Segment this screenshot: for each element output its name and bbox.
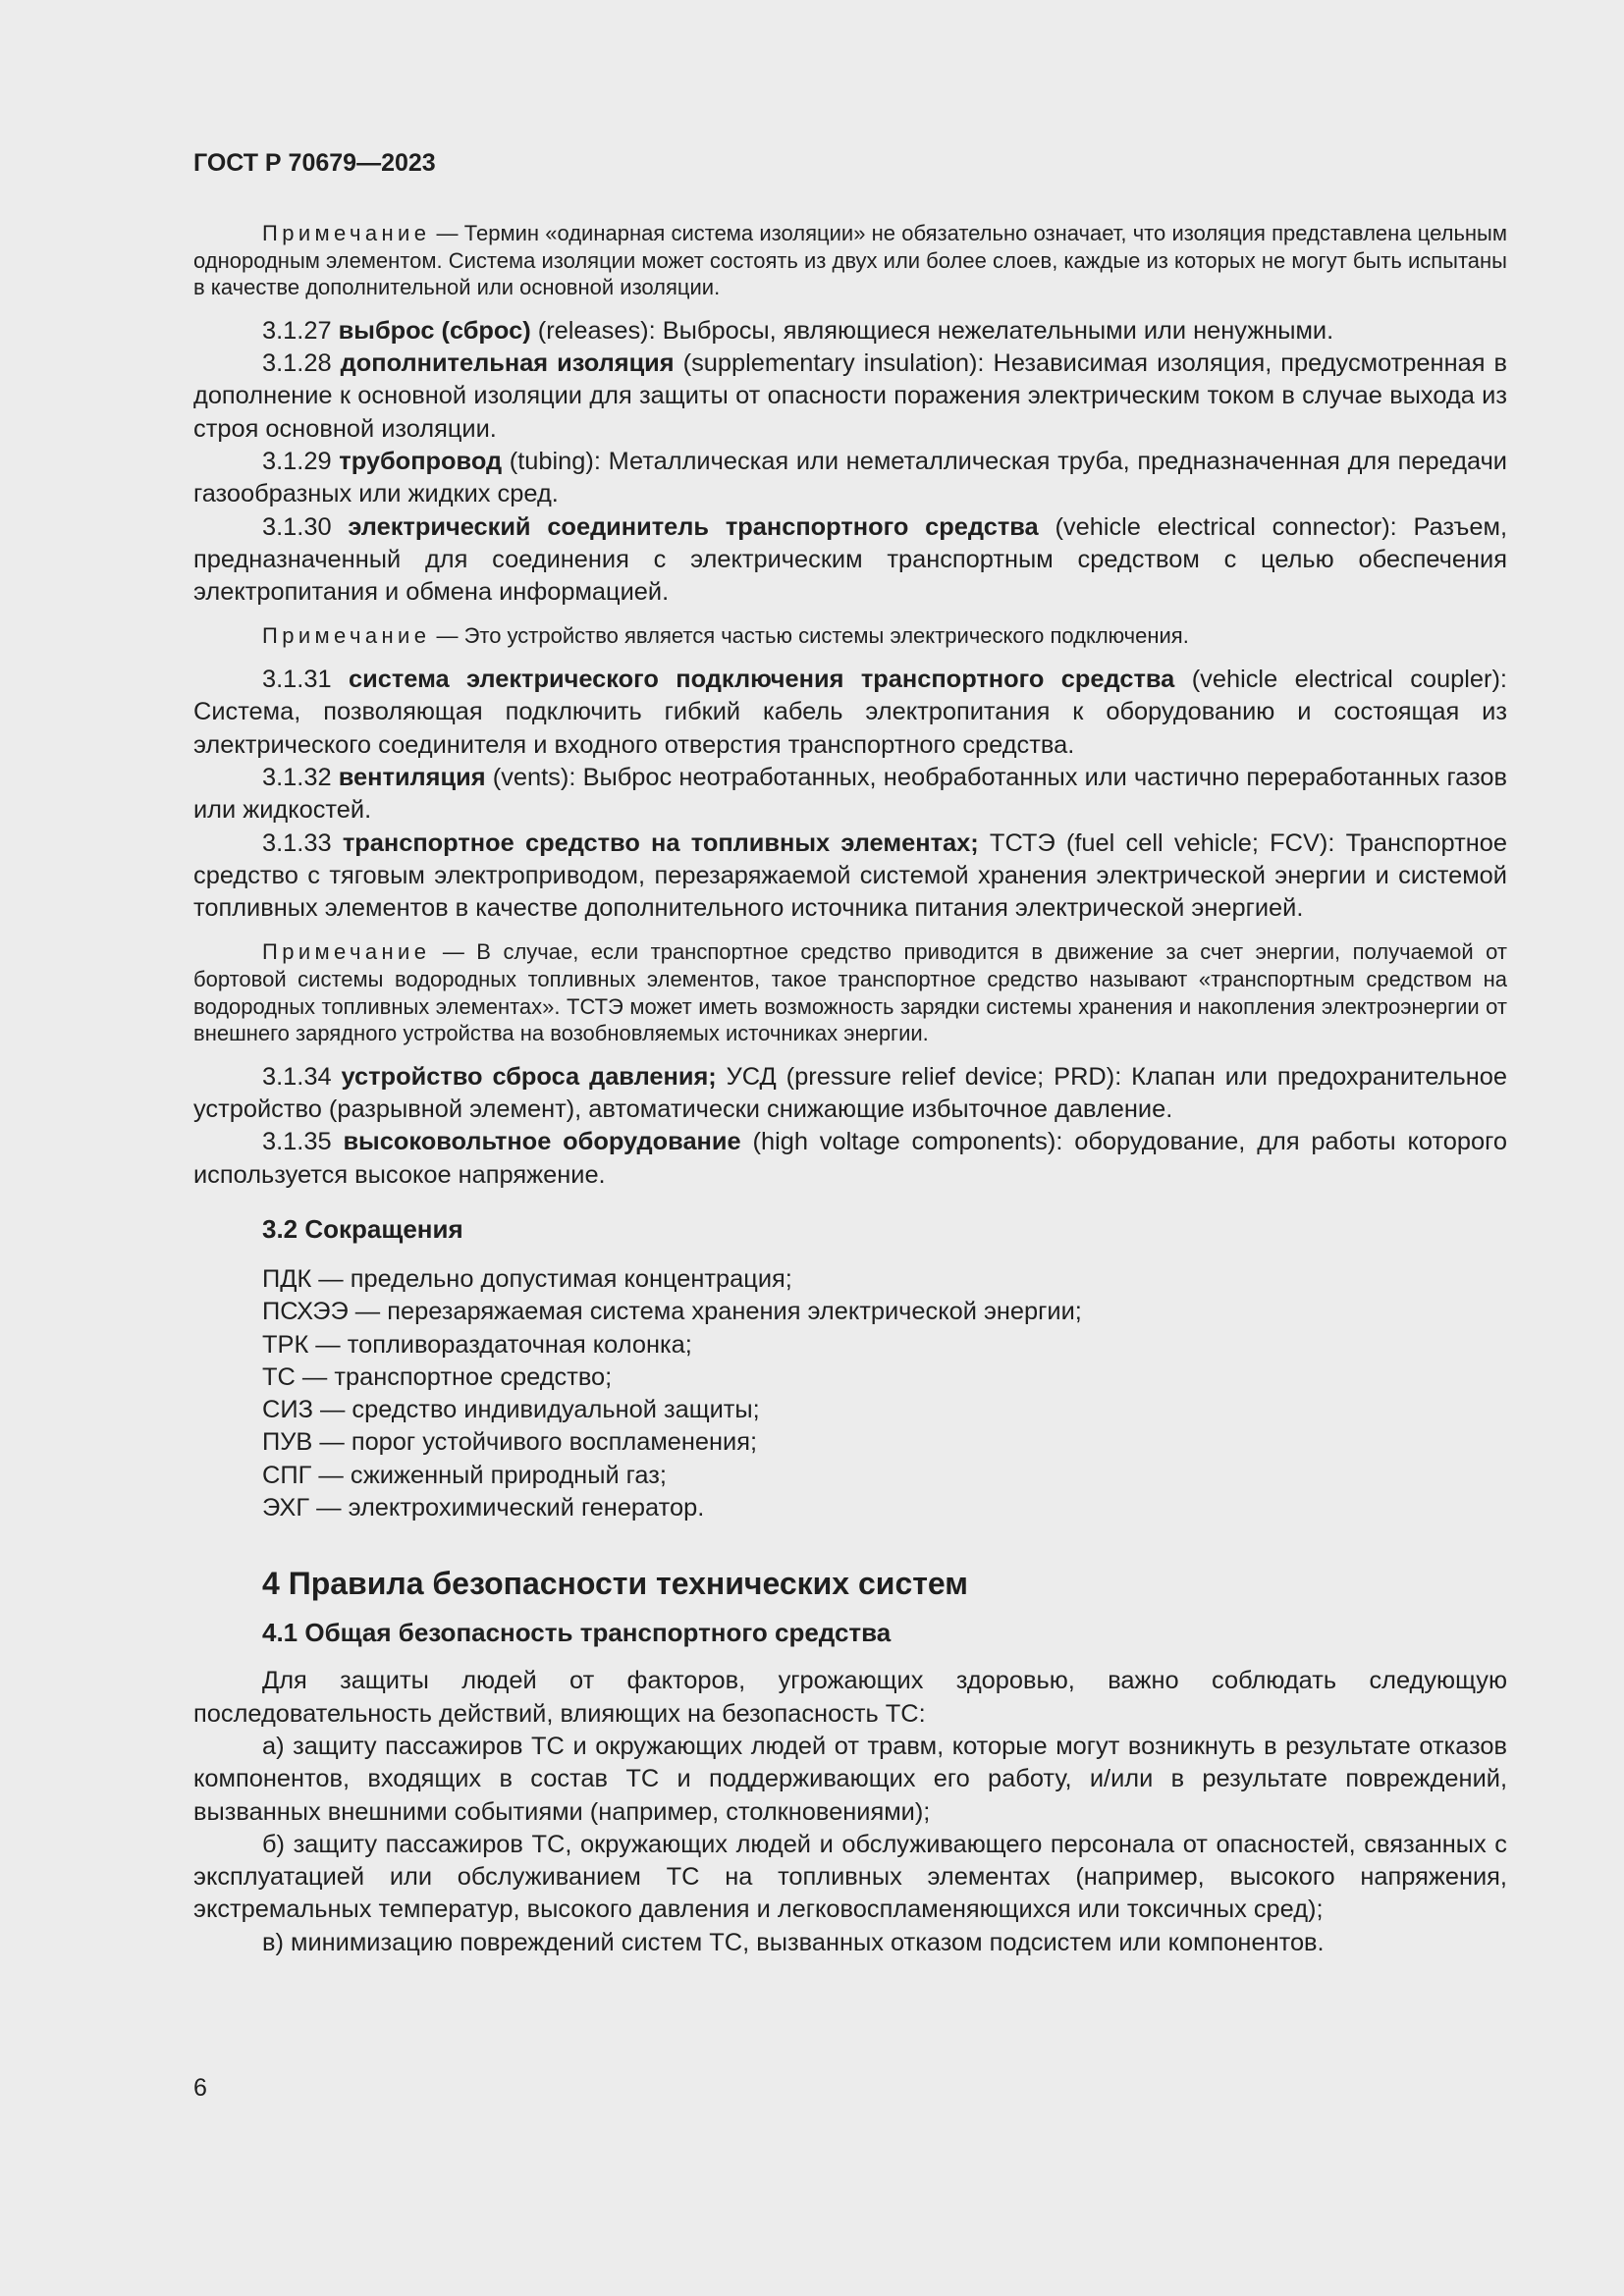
definition-number: 3.1.33 — [262, 828, 343, 857]
definition-number: 3.1.28 — [262, 349, 341, 378]
definition-term: устройство сброса давления; — [341, 1062, 717, 1091]
abbreviation-item: СПГ — сжиженный природный газ; — [262, 1461, 667, 1489]
definition-3-1-35 — [193, 1126, 1507, 1192]
definition-term: транспортное средство на топливных элементах; — [342, 828, 979, 857]
definition-3-1-28 — [193, 347, 1507, 446]
note-single-insulation — [193, 220, 1507, 301]
abbreviations-list — [193, 1263, 1507, 1524]
definition-text: (vehicle electrical coupler): Система, позволяющая подключить гибкий кабель электропитания к оборудованию и состоящая из электрического соединителя и входного отверстия транспортного средства. — [193, 666, 1507, 759]
definition-term: дополнительная изоляция — [340, 349, 675, 378]
definition-text: (releases): Выбросы, являющиеся нежелательными или ненужными. — [530, 316, 1334, 345]
definition-3-1-27 — [193, 315, 1507, 347]
section-4-heading: 4 Правила безопасности технических систем — [262, 1566, 968, 1602]
abbreviation-item: ЭХГ — электрохимический генератор. — [262, 1494, 705, 1522]
definition-text: ТСТЭ (fuel cell vehicle; FCV): Транспортное средство с тяговым электроприводом, перезаряжаемой системой хранения электрической энергии и системой топливных элементов в качестве дополнительного источника питания электрической энергией. — [193, 828, 1507, 923]
document-header: ГОСТ Р 70679—2023 — [193, 149, 436, 177]
abbreviation-item: ТРК — топливораздаточная колонка; — [262, 1330, 692, 1359]
definition-text: (vents): Выброс неотработанных, необработанных или частично переработанных газов или жидкостей. — [193, 763, 1507, 825]
definition-text: (vehicle electrical connector): Разъем, предназначенный для соединения с электрическим транспортным средством с целью обеспечения электропитания и обмена информацией. — [193, 512, 1507, 607]
definition-text: (tubing): Металлическая или неметаллическая труба, предназначенная для передачи газообразных или жидких сред. — [193, 447, 1507, 508]
definition-number: 3.1.29 — [262, 447, 340, 475]
definition-3-1-33 — [193, 828, 1507, 926]
definition-number: 3.1.31 — [262, 666, 349, 694]
abbreviation-item: ПСХЭЭ — перезаряжаемая система хранения электрической энергии; — [262, 1298, 1082, 1326]
section-4-1-item-a: а) защиту пассажиров ТС и окружающих людей от травм, которые могут возникнуть в результате отказов компонентов, входящих в состав ТС и поддерживающих его работу, и/или в результате повреждений, вызванных внешними событиями (например, столкновениями); — [193, 1732, 1507, 1826]
definition-term: система электрического подключения транспортного средства — [349, 666, 1175, 694]
section-4-1-heading: 4.1 Общая безопасность транспортного средства — [262, 1618, 892, 1648]
note-text: — Термин «одинарная система изоляции» не обязательно означает, что изоляция представлена цельным однородным элементом. Система изоляции может состоять из двух или более слоев, каждые из которых не могут быть испытаны в качестве дополнительной или основной изоляции. — [193, 221, 1507, 300]
section-4-1-item-c: в) минимизацию повреждений систем ТС, вызванных отказом подсистем или компонентов. — [262, 1928, 1325, 1956]
note-label: Примечание — [262, 623, 431, 649]
abbreviation-item: СИЗ — средство индивидуальной защиты; — [262, 1396, 760, 1424]
note-label: Примечание — [262, 939, 431, 965]
note-label: Примечание — [262, 221, 431, 245]
definition-3-1-34 — [193, 1061, 1507, 1127]
section-4-1-intro: Для защиты людей от факторов, угрожающих здоровью, важно соблюдать следующую последовательность действий, влияющих на безопасность ТС: — [193, 1667, 1507, 1728]
definition-text: УСД (pressure relief device; PRD): Клапан или предохранительное устройство (разрывной элемент), автоматически снижающие избыточное давление. — [193, 1062, 1507, 1124]
definition-text: (supplementary insulation): Независимая изоляция, предусмотренная в дополнение к основной изоляции для защиты от опасности поражения электрическим током в случае выхода из строя основной изоляции. — [193, 349, 1507, 443]
note-fuel-cell-vehicle — [193, 938, 1507, 1046]
section-4-1-item-b: б) защиту пассажиров ТС, окружающих людей и обслуживающего персонала от опасностей, связанных с эксплуатацией или обслуживанием ТС на топливных элементах (например, высокого напряжения, экстремальных температур, высокого давления и легковоспламеняющихся или токсичных сред); — [193, 1830, 1507, 1924]
definition-term: выброс (сброс) — [338, 316, 531, 345]
definition-term: высоковольтное оборудование — [343, 1128, 741, 1156]
definition-number: 3.1.27 — [262, 316, 339, 345]
definition-3-1-31 — [193, 664, 1507, 762]
definition-number: 3.1.34 — [262, 1062, 342, 1091]
definition-term: электрический соединитель транспортного средства — [348, 512, 1039, 541]
note-connector — [193, 622, 1507, 650]
abbreviation-item: ПУВ — порог устойчивого воспламенения; — [262, 1428, 758, 1457]
document-page — [193, 147, 1507, 1959]
definition-3-1-30 — [193, 511, 1507, 610]
definition-3-1-29 — [193, 446, 1507, 511]
abbreviations-heading: 3.2 Сокращения — [262, 1213, 463, 1244]
definition-3-1-32 — [193, 762, 1507, 828]
definition-term: трубопровод — [339, 447, 503, 475]
abbreviation-item: ТС — транспортное средство; — [262, 1362, 613, 1391]
definition-number: 3.1.32 — [262, 763, 339, 791]
note-text: — Это устройство является частью системы электрического подключения. — [430, 623, 1189, 649]
definition-number: 3.1.30 — [262, 512, 349, 541]
definition-text: (high voltage components): оборудование, для работы которого используется высокое напряжение. — [193, 1128, 1507, 1189]
definition-term: вентиляция — [338, 763, 486, 791]
definition-number: 3.1.35 — [262, 1128, 344, 1156]
note-text: — В случае, если транспортное средство приводится в движение за счет энергии, получаемой от бортовой системы водородных топливных элементов, такое транспортное средство называют «транспортным средством на водородных топливных элементах». ТСТЭ может иметь возможность зарядки системы хранения и накопления электроэнергии от внешнего зарядного устройства на возобновляемых источниках энергии. — [193, 939, 1507, 1046]
abbreviation-item: ПДК — предельно допустимая концентрация; — [262, 1264, 792, 1293]
page-number: 6 — [193, 2074, 207, 2102]
